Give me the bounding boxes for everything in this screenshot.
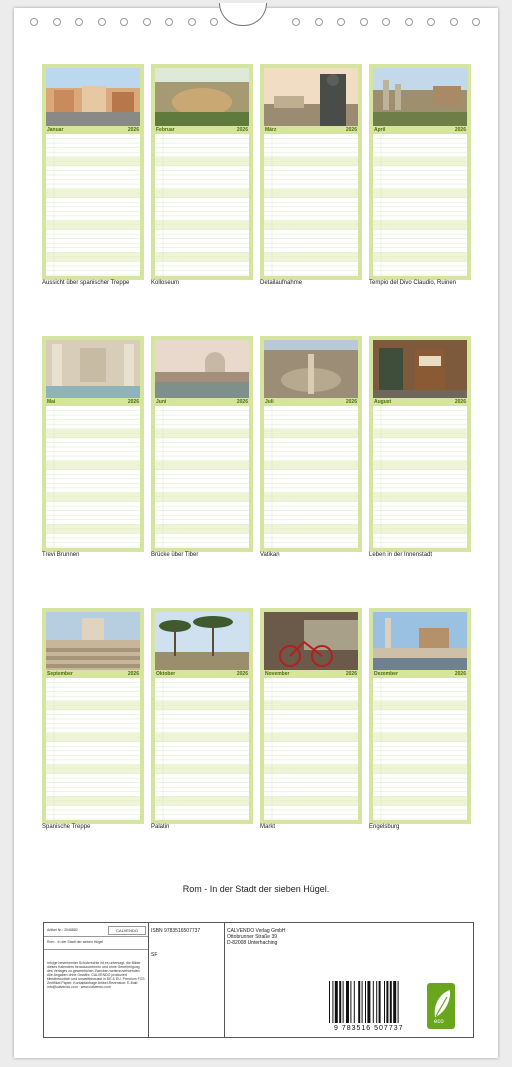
- month-header: [155, 671, 249, 677]
- binding-hole: [53, 18, 61, 26]
- month-panel: [260, 336, 362, 552]
- month-photo: [46, 68, 140, 126]
- month-header: [373, 399, 467, 405]
- month-photo: [373, 612, 467, 670]
- month-name: November: [265, 671, 290, 677]
- month-caption: Leben in der Innenstadt: [369, 552, 433, 558]
- day-grid: [46, 134, 140, 276]
- binding-hole: [472, 18, 480, 26]
- month-header: [264, 399, 358, 405]
- binding-hole: [75, 18, 83, 26]
- brand-logo: CALVENDO: [108, 926, 146, 935]
- month-caption: Aussicht über spanischer Treppe: [42, 280, 130, 286]
- month-panel: [42, 64, 144, 280]
- month-header: [155, 127, 249, 133]
- barcode: [329, 981, 409, 1023]
- month-photo: [264, 612, 358, 670]
- month-year: 2026: [454, 399, 466, 405]
- binding-hole: [360, 18, 368, 26]
- month-caption: Kolloseum: [151, 280, 180, 286]
- eco-label: eco: [434, 1019, 444, 1025]
- month-year: 2026: [127, 127, 139, 133]
- month-header: [264, 127, 358, 133]
- month-year: 2026: [236, 399, 248, 405]
- day-grid: [264, 678, 358, 820]
- month-caption: Vatikan: [260, 552, 280, 558]
- divider: [148, 923, 149, 1037]
- binding-hole: [382, 18, 390, 26]
- month-year: 2026: [345, 671, 357, 677]
- barcode-digits: 9 783516 507737: [334, 1025, 404, 1032]
- month-name: Mai: [47, 399, 56, 405]
- binding-hole: [188, 18, 196, 26]
- legal-text: Infolge bestehender Schutzrechte ist es untersagt, die Bilder dieses Kalenders herauszutrennen und ohne Genehmigung des Verlages zu gewerblichen Zwecken weiterzuverwenden. Alle Angaben ohne Gewähr. CALVENDO produziert klimafreundlich und umweltbewusst in DE & EU. Premium FCS Zertifikat Papier. Kontaktanfrage Artikel-Rezension: E-Mail: info@calvendo.com · www.calvendo.com: [47, 961, 145, 989]
- month-year: 2026: [345, 127, 357, 133]
- product-title: Rom - In der Stadt der sieben Hügel: [47, 940, 104, 944]
- day-grid: [373, 678, 467, 820]
- month-caption: Brücke über Tiber: [151, 552, 199, 558]
- day-grid: [155, 678, 249, 820]
- publisher-street: Ottobrunner Straße 39: [227, 934, 278, 940]
- month-photo: [373, 340, 467, 398]
- month-panel: [369, 608, 471, 824]
- binding-hole: [98, 18, 106, 26]
- isbn-text: ISBN 9783516507737: [151, 928, 201, 934]
- month-caption: Spanische Treppe: [42, 824, 91, 830]
- day-grid: [264, 406, 358, 548]
- day-grid: [264, 134, 358, 276]
- month-name: Juli: [265, 399, 274, 405]
- binding-hole: [405, 18, 413, 26]
- article-number: Artikel Nr.: 2046882: [47, 928, 78, 932]
- month-year: 2026: [454, 127, 466, 133]
- binding-hole: [292, 18, 300, 26]
- day-grid: [373, 134, 467, 276]
- publisher-name: CALVENDO Verlag GmbH: [227, 928, 286, 934]
- month-panel: [151, 336, 253, 552]
- day-grid: [373, 406, 467, 548]
- day-grid: [155, 406, 249, 548]
- binding-hole: [165, 18, 173, 26]
- month-photo: [264, 340, 358, 398]
- month-header: [46, 671, 140, 677]
- month-caption: Engelsburg: [369, 824, 400, 830]
- month-header: [155, 399, 249, 405]
- month-name: Februar: [156, 127, 175, 133]
- month-name: Oktober: [156, 671, 176, 677]
- month-caption: Markt: [260, 824, 275, 830]
- divider: [44, 936, 148, 937]
- publisher-city: D-82008 Unterhaching: [227, 940, 278, 946]
- month-photo: [264, 68, 358, 126]
- month-name: Juni: [156, 399, 167, 405]
- month-panel: [369, 64, 471, 280]
- back-info-box: [43, 922, 474, 1038]
- month-panel: [42, 608, 144, 824]
- month-photo: [155, 68, 249, 126]
- month-caption: Detailaufnahme: [260, 280, 303, 286]
- month-panel: [42, 336, 144, 552]
- binding-hole: [337, 18, 345, 26]
- divider: [44, 949, 148, 950]
- month-header: [46, 399, 140, 405]
- month-photo: [155, 612, 249, 670]
- month-name: September: [47, 671, 73, 677]
- month-name: August: [374, 399, 392, 405]
- month-year: 2026: [127, 671, 139, 677]
- month-header: [46, 127, 140, 133]
- binding-hole: [427, 18, 435, 26]
- month-panel: [260, 64, 362, 280]
- month-photo: [373, 68, 467, 126]
- month-name: März: [265, 127, 277, 133]
- month-year: 2026: [345, 399, 357, 405]
- sf-label: SF: [151, 952, 158, 958]
- month-caption: Palatin: [151, 824, 170, 830]
- month-year: 2026: [236, 127, 248, 133]
- binding-hole: [120, 18, 128, 26]
- month-photo: [46, 612, 140, 670]
- binding-hole: [210, 18, 218, 26]
- month-panel: [260, 608, 362, 824]
- month-panel: [151, 64, 253, 280]
- day-grid: [46, 406, 140, 548]
- month-panel: [151, 608, 253, 824]
- calendar-title: Rom - In der Stadt der sieben Hügel.: [182, 884, 330, 894]
- binding-hole: [30, 18, 38, 26]
- day-grid: [46, 678, 140, 820]
- month-name: April: [374, 127, 386, 133]
- month-caption: Trevi Brunnen: [42, 552, 80, 558]
- binding-hole: [143, 18, 151, 26]
- day-grid: [155, 134, 249, 276]
- month-year: 2026: [236, 671, 248, 677]
- month-photo: [46, 340, 140, 398]
- month-year: 2026: [454, 671, 466, 677]
- month-header: [373, 127, 467, 133]
- binding-hole: [315, 18, 323, 26]
- month-photo: [155, 340, 249, 398]
- month-year: 2026: [127, 399, 139, 405]
- divider: [224, 923, 225, 1037]
- month-header: [373, 671, 467, 677]
- month-header: [264, 671, 358, 677]
- month-name: Dezember: [374, 671, 398, 677]
- month-name: Januar: [47, 127, 64, 133]
- binding-hole: [450, 18, 458, 26]
- month-caption: Tempio del Divo Claudio, Ruinen: [369, 280, 457, 286]
- month-panel: [369, 336, 471, 552]
